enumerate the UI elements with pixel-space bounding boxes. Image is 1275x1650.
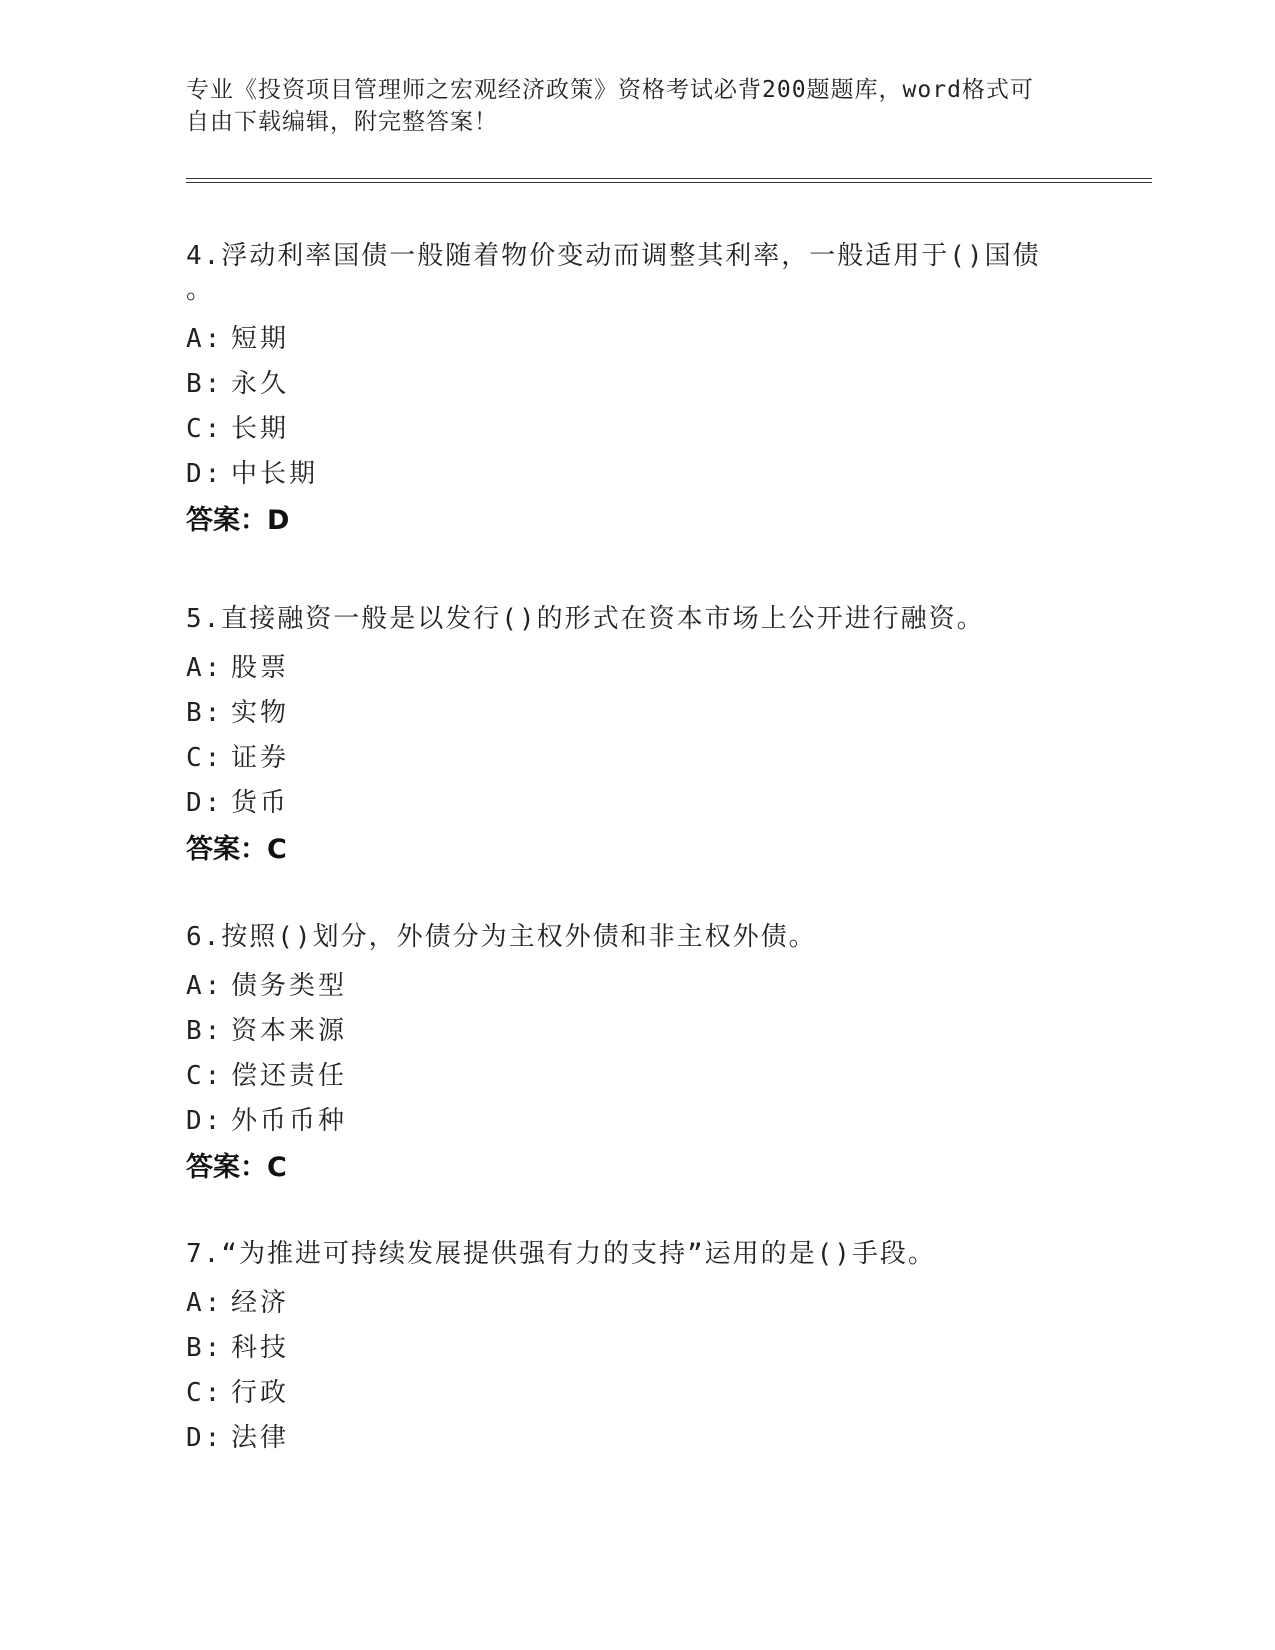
option-c xyxy=(186,407,1066,452)
option-a xyxy=(186,646,1066,691)
option-text: 货币 xyxy=(231,788,290,818)
option-letter: B: xyxy=(186,369,224,399)
option-text: 行政 xyxy=(231,1378,290,1408)
option-c xyxy=(186,1371,1066,1416)
option-d xyxy=(186,781,1066,826)
option-letter: B: xyxy=(186,698,224,728)
option-d xyxy=(186,1416,1066,1461)
question-5 xyxy=(186,592,1066,874)
document-header xyxy=(186,74,1066,138)
question-text: 6.按照()划分，外债分为主权外债和非主权外债。 xyxy=(186,922,817,952)
question-6 xyxy=(186,910,1066,1192)
option-letter: C: xyxy=(186,414,224,444)
answer-text: 答案：C xyxy=(186,1152,287,1183)
option-letter: A: xyxy=(186,1288,224,1318)
option-letter: A: xyxy=(186,971,224,1001)
option-letter: D: xyxy=(186,1423,224,1453)
answer-text: 答案：C xyxy=(186,834,287,865)
option-text: 偿还责任 xyxy=(231,1061,348,1091)
header-title-line-2: 自由下载编辑，附完整答案！ xyxy=(186,109,498,135)
option-b xyxy=(186,1009,1066,1054)
option-c xyxy=(186,736,1066,781)
option-letter: A: xyxy=(186,324,224,354)
question-text: 4.浮动利率国债一般随着物价变动而调整其利率，一般适用于()国债 xyxy=(186,241,1041,271)
option-a xyxy=(186,317,1066,362)
option-a xyxy=(186,1281,1066,1326)
question-text: 5.直接融资一般是以发行()的形式在资本市场上公开进行融资。 xyxy=(186,604,985,634)
option-letter: D: xyxy=(186,459,224,489)
option-text: 资本来源 xyxy=(231,1016,348,1046)
question-text: 7.“为推进可持续发展提供强有力的支持”运用的是()手段。 xyxy=(186,1239,936,1269)
option-text: 永久 xyxy=(231,369,290,399)
option-letter: D: xyxy=(186,1106,224,1136)
header-title-line-1: 专业《投资项目管理师之宏观经济政策》资格考试必背200题题库，word格式可 xyxy=(186,77,1034,103)
option-text: 法律 xyxy=(231,1423,290,1453)
question-4 xyxy=(186,229,1066,545)
option-text: 股票 xyxy=(231,653,290,683)
option-letter: D: xyxy=(186,788,224,818)
option-text: 证券 xyxy=(231,743,290,773)
option-a xyxy=(186,964,1066,1009)
option-text: 科技 xyxy=(231,1333,290,1363)
option-letter: C: xyxy=(186,1061,224,1091)
option-d xyxy=(186,452,1066,497)
option-d xyxy=(186,1099,1066,1144)
option-letter: B: xyxy=(186,1333,224,1363)
question-text-continuation: 。 xyxy=(186,275,215,305)
option-text: 债务类型 xyxy=(231,971,348,1001)
option-c xyxy=(186,1054,1066,1099)
option-text: 长期 xyxy=(231,414,290,444)
option-text: 经济 xyxy=(231,1288,290,1318)
header-divider xyxy=(186,178,1152,183)
option-text: 短期 xyxy=(231,324,290,354)
option-b xyxy=(186,691,1066,736)
option-letter: C: xyxy=(186,1378,224,1408)
option-text: 中长期 xyxy=(231,459,319,489)
option-b xyxy=(186,362,1066,407)
option-text: 实物 xyxy=(231,698,290,728)
option-b xyxy=(186,1326,1066,1371)
answer-text: 答案：D xyxy=(186,505,290,536)
option-letter: C: xyxy=(186,743,224,773)
question-7 xyxy=(186,1227,1066,1461)
option-letter: B: xyxy=(186,1016,224,1046)
option-letter: A: xyxy=(186,653,224,683)
option-text: 外币币种 xyxy=(231,1106,348,1136)
